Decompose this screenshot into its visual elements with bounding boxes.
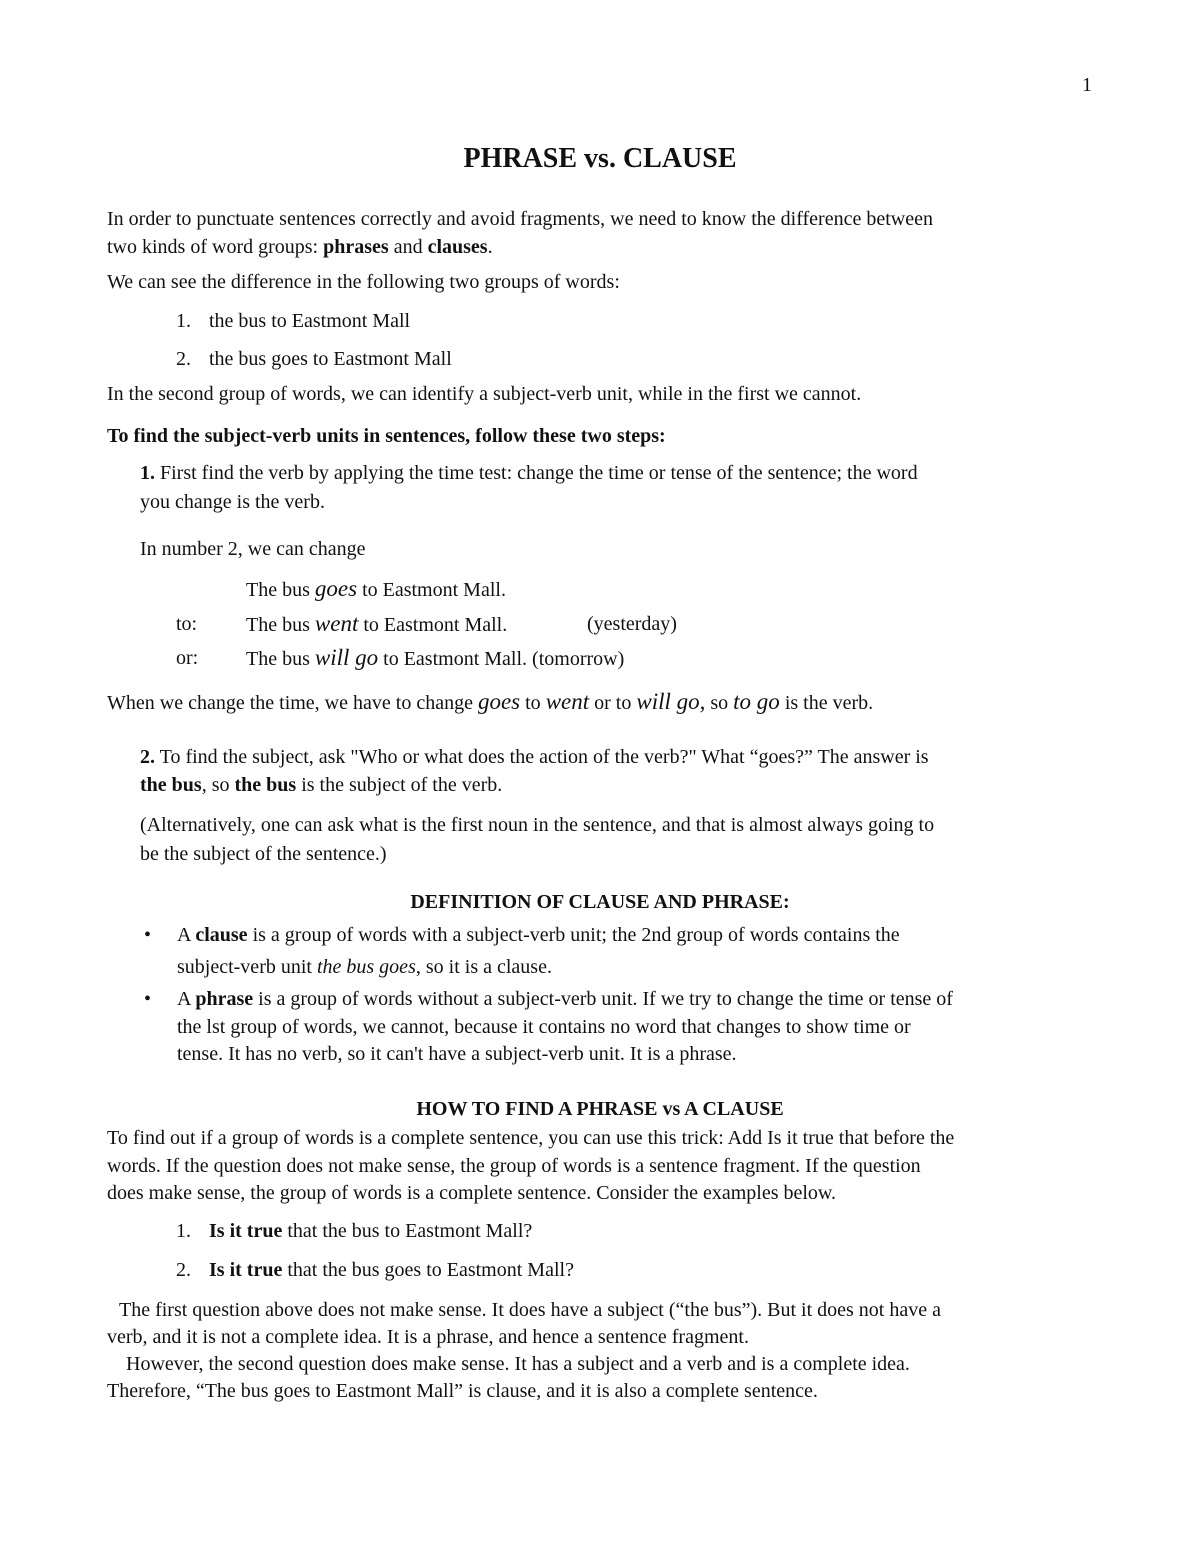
verb-went: went <box>314 611 359 636</box>
example-number: 2. <box>176 348 191 370</box>
definition-clause-line-1: A clause is a group of words with a subject-verb unit; the 2nd group of words contains the <box>177 924 900 946</box>
bullet-icon: • <box>144 988 152 1010</box>
tense-row: The bus will go to Eastmont Mall. (tomorrow) <box>246 645 625 670</box>
intro-line-1: In order to punctuate sentences correctly and avoid fragments, we need to know the difference between <box>107 208 933 230</box>
tense-row-label: or: <box>176 647 199 669</box>
howto-example: Is it true that the bus goes to Eastmont Mall? <box>209 1259 574 1281</box>
paragraph-1-line-2: verb, and it is not a complete idea. It is a phrase, and hence a sentence fragment. <box>107 1326 749 1348</box>
term-clauses: clauses <box>427 236 488 258</box>
paragraph-1-line-1: The first question above does not make sense. It does have a subject (“the bus”). But it does not have a <box>119 1299 941 1321</box>
step-2-line-1: 2. To find the subject, ask "Who or what does the action of the verb?" What “goes?” The answer is <box>140 746 929 768</box>
howto-line-1: To find out if a group of words is a complete sentence, you can use this trick: Add Is it true that before the <box>107 1127 955 1149</box>
definition-phrase-line-3: tense. It has no verb, so it can't have a subject-verb unit. It is a phrase. <box>177 1043 737 1065</box>
verb-goes: goes <box>314 576 358 601</box>
page-number: 1 <box>1082 74 1092 96</box>
howto-example-number: 2. <box>176 1259 191 1281</box>
paragraph-2-line-1: However, the second question does make sense. It has a subject and a verb and is a complete idea. <box>126 1353 910 1375</box>
definition-phrase-line-2: the lst group of words, we cannot, because it contains no word that changes to show time or <box>177 1016 911 1038</box>
example-number: 1. <box>176 310 191 332</box>
after-examples: In the second group of words, we can identify a subject-verb unit, while in the first we cannot. <box>107 383 862 405</box>
example-text: the bus goes to Eastmont Mall <box>209 348 452 370</box>
howto-example-number: 1. <box>176 1220 191 1242</box>
step-1-line-2: you change is the verb. <box>140 491 325 513</box>
intro-line-2: two kinds of word groups: phrases and clauses. <box>107 236 493 258</box>
tense-row: The bus went to Eastmont Mall. <box>246 611 508 636</box>
verb-will-go: will go <box>314 645 379 670</box>
definition-phrase-line-1: A phrase is a group of words without a subject-verb unit. If we try to change the time or tense of <box>177 988 953 1010</box>
tense-row: The bus goes to Eastmont Mall. <box>246 576 506 601</box>
tense-note: (yesterday) <box>587 613 677 635</box>
howto-line-2: words. If the question does not make sense, the group of words is a sentence fragment. If the question <box>107 1155 921 1177</box>
step-1-intro: In number 2, we can change <box>140 538 366 560</box>
alternative-line-2: be the subject of the sentence.) <box>140 843 387 865</box>
alternative-line-1: (Alternatively, one can ask what is the first noun in the sentence, and that is almost always going to <box>140 814 935 836</box>
step-2-number: 2. <box>140 746 155 768</box>
example-text: the bus to Eastmont Mall <box>209 310 411 332</box>
howto-example: Is it true that the bus to Eastmont Mall? <box>209 1220 533 1242</box>
verb-summary: When we change the time, we have to change goes to went or to will go, so to go is the verb. <box>107 689 874 714</box>
tense-note: (tomorrow) <box>532 648 625 670</box>
howto-line-3: does make sense, the group of words is a complete sentence. Consider the examples below. <box>107 1182 837 1204</box>
step-2-line-2: the bus, so the bus is the subject of the verb. <box>140 774 503 796</box>
howto-heading: HOW TO FIND A PHRASE vs A CLAUSE <box>416 1098 784 1120</box>
step-1-number: 1. <box>140 462 155 484</box>
intro-line-3: We can see the difference in the following two groups of words: <box>107 271 620 293</box>
definition-clause-line-2: subject-verb unit the bus goes, so it is a clause. <box>177 956 552 978</box>
tense-row-label: to: <box>176 613 198 635</box>
bullet-icon: • <box>144 924 152 946</box>
paragraph-2-line-2: Therefore, “The bus goes to Eastmont Mall” is clause, and it is also a complete sentence. <box>107 1380 818 1402</box>
step-1-line-1: 1. First find the verb by applying the time test: change the time or tense of the sentence; the word <box>140 462 918 484</box>
term-phrases: phrases <box>323 236 389 258</box>
definition-heading: DEFINITION OF CLAUSE AND PHRASE: <box>410 891 790 913</box>
steps-heading: To find the subject-verb units in sentences, follow these two steps: <box>107 425 666 447</box>
page-title: PHRASE vs. CLAUSE <box>463 143 737 174</box>
